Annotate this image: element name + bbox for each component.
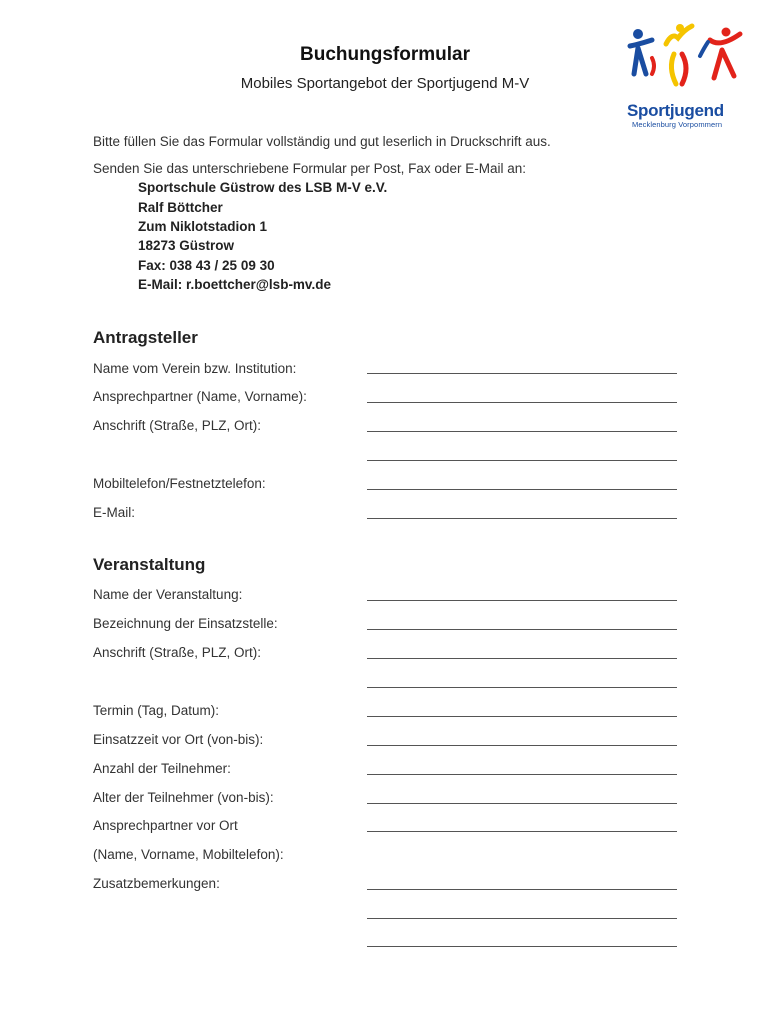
- input-line-alter[interactable]: [367, 803, 677, 804]
- logo-wordmark: Sportjugend: [627, 101, 724, 120]
- logo-figure-head: [722, 28, 731, 37]
- label-veranstaltung-anschrift: Anschrift (Straße, PLZ, Ort):: [93, 645, 262, 660]
- input-line-ansprechpartner-vor-ort[interactable]: [367, 831, 677, 832]
- form-title: Buchungsformular: [300, 44, 470, 65]
- input-line-anzahl[interactable]: [367, 774, 677, 775]
- logo-figure-head: [633, 29, 643, 39]
- address-name: Ralf Böttcher: [138, 200, 223, 215]
- address-org: Sportschule Güstrow des LSB M-V e.V.: [138, 180, 388, 195]
- label-anzahl: Anzahl der Teilnehmer:: [93, 761, 231, 776]
- label-termin: Termin (Tag, Datum):: [93, 703, 220, 718]
- label-einsatzstelle: Bezeichnung der Einsatzstelle:: [93, 616, 278, 631]
- address-city: 18273 Güstrow: [138, 238, 235, 253]
- input-line-zusatz-1[interactable]: [367, 889, 677, 890]
- address-fax: Fax: 038 43 / 25 09 30: [138, 258, 275, 273]
- logo-figure-body: [671, 54, 676, 84]
- label-ansprechpartner-vor-ort: Ansprechpartner vor Ort: [93, 818, 238, 833]
- section-heading-veranstaltung: Veranstaltung: [93, 555, 206, 574]
- label-alter: Alter der Teilnehmer (von-bis):: [93, 790, 274, 805]
- input-line-email[interactable]: [367, 518, 677, 519]
- input-line-verein[interactable]: [367, 373, 677, 374]
- input-line-einsatzzeit[interactable]: [367, 745, 677, 746]
- logo-accent: [700, 42, 708, 56]
- logo-figure-arm: [630, 40, 652, 46]
- input-line-veranstaltung-anschrift-1[interactable]: [367, 658, 677, 659]
- intro-instruction: Bitte füllen Sie das Formular vollständig und gut leserlich in Druckschrift aus.: [93, 134, 551, 149]
- logo-accent: [652, 58, 654, 74]
- logo-figure-legs: [714, 50, 734, 78]
- input-line-veranstaltung-name[interactable]: [367, 600, 677, 601]
- label-veranstaltung-name: Name der Veranstaltung:: [93, 587, 243, 602]
- address-street: Zum Niklotstadion 1: [138, 219, 268, 234]
- logo-figure-legs: [634, 48, 646, 74]
- logo-figure-body: [682, 54, 686, 84]
- input-line-einsatzstelle[interactable]: [367, 629, 677, 630]
- label-einsatzzeit: Einsatzzeit vor Ort (von-bis):: [93, 732, 264, 747]
- section-heading-antragsteller: Antragsteller: [93, 328, 198, 347]
- label-zusatz: Zusatzbemerkungen:: [93, 876, 220, 891]
- label-ansprechpartner-hint: (Name, Vorname, Mobiltelefon):: [93, 847, 284, 862]
- address-email: E-Mail: r.boettcher@lsb-mv.de: [138, 277, 331, 292]
- input-line-zusatz-3[interactable]: [367, 946, 677, 947]
- label-ansprechpartner: Ansprechpartner (Name, Vorname):: [93, 389, 307, 404]
- form-subtitle: Mobiles Sportangebot der Sportjugend M-V: [240, 75, 530, 92]
- input-line-anschrift-2[interactable]: [367, 460, 677, 461]
- input-line-anschrift-1[interactable]: [367, 431, 677, 432]
- intro-send-to: Senden Sie das unterschriebene Formular per Post, Fax oder E-Mail an:: [93, 161, 526, 176]
- input-line-termin[interactable]: [367, 716, 677, 717]
- logo-subline: Mecklenburg Vorpommern: [632, 120, 723, 129]
- input-line-ansprechpartner[interactable]: [367, 402, 677, 403]
- label-anschrift: Anschrift (Straße, PLZ, Ort):: [93, 418, 262, 433]
- label-telefon: Mobiltelefon/Festnetztelefon:: [93, 476, 266, 491]
- input-line-veranstaltung-anschrift-2[interactable]: [367, 687, 677, 688]
- label-email: E-Mail:: [93, 505, 136, 520]
- input-line-telefon[interactable]: [367, 489, 677, 490]
- label-verein: Name vom Verein bzw. Institution:: [93, 361, 297, 376]
- input-line-zusatz-2[interactable]: [367, 918, 677, 919]
